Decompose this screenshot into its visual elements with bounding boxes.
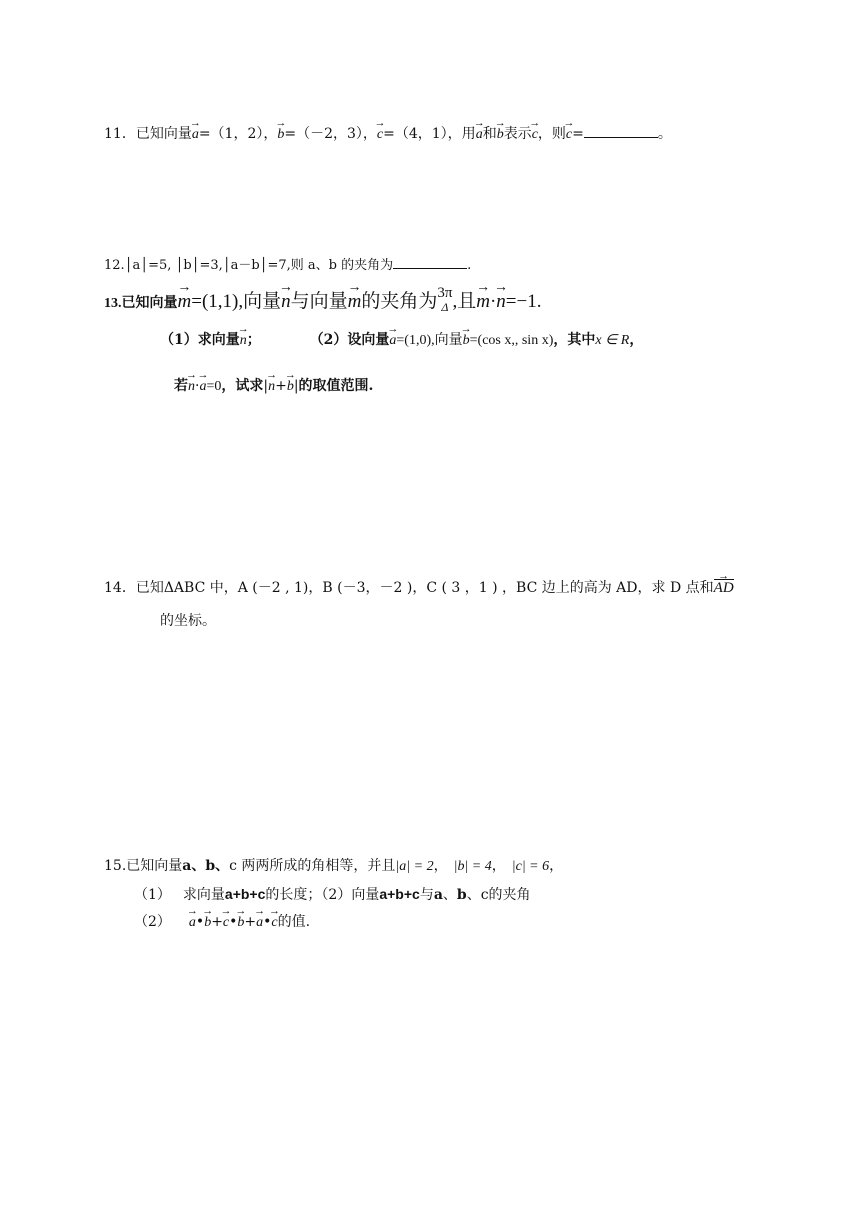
q15-sum: a+b+c: [379, 886, 420, 902]
dot-operator: ·: [489, 290, 497, 312]
q15-vectors-ab: a、b、: [182, 858, 230, 874]
part-2-comma: ，: [629, 332, 644, 348]
vector-ad-label: AD: [713, 580, 734, 596]
q13-text-5: =−1.: [505, 290, 542, 312]
q11-text-3: =（－2，3），: [284, 126, 377, 142]
separator: 、: [466, 887, 481, 903]
q13-parts: [160, 330, 643, 351]
question-14: [104, 578, 734, 598]
bullet-operator: •: [229, 914, 238, 930]
question-11: [104, 124, 672, 145]
vector-b: → b: [497, 125, 504, 145]
answer-blank: [584, 125, 658, 138]
q15-c: c: [480, 887, 489, 903]
q15-part-1-label: （1）: [134, 887, 171, 903]
q13-text-4: ,且: [452, 290, 477, 312]
q12-text: 12.│a│=5, │b│=3,│a－b│=7,则 a、b 的夹角为: [104, 258, 394, 273]
q15-text-1: 两两所成的角相等，并且: [236, 858, 396, 874]
q15-a: a: [433, 887, 443, 903]
fraction-denominator: Δ: [441, 300, 449, 314]
part-1-text: 求向量: [197, 332, 240, 348]
vector-c: → c: [566, 125, 572, 145]
vector-a: → a: [189, 913, 196, 933]
answer-blank: [393, 256, 467, 269]
q15-condition-a: |a| = 2: [395, 859, 434, 874]
separator: ，: [491, 858, 506, 874]
q11-text-8: =: [572, 126, 584, 142]
question-12: [104, 256, 471, 276]
dot-operator: ·: [195, 378, 200, 394]
part-2-label: （2）: [309, 332, 348, 348]
separator: 、: [442, 887, 457, 903]
vector-n: → n: [188, 377, 195, 397]
q15-condition-c: |c| = 6: [511, 859, 550, 874]
q15-with: 与: [419, 887, 434, 903]
vector-b: → b: [237, 913, 244, 933]
part-3-eq: =0: [206, 379, 222, 394]
separator: ，: [433, 858, 448, 874]
part-2-b-value: =(cos x,, sin x): [469, 333, 554, 348]
q15-part-2: [134, 912, 310, 933]
vector-ad: [714, 578, 734, 598]
q14-line-2-text: 的坐标。: [160, 613, 216, 629]
q11-text-4: =（4，1），用: [383, 126, 476, 142]
q15-part-1-end: 的夹角: [488, 887, 531, 903]
q13-part-3: [174, 376, 373, 397]
q13-m-value: =(1,1),向量: [191, 290, 282, 312]
q13-text-3: 的夹角为: [361, 290, 438, 312]
part-1-end: ；: [246, 332, 261, 348]
question-15: [104, 856, 563, 877]
vector-n: → n: [268, 377, 275, 397]
q13-text-2: 与向量: [290, 290, 348, 312]
vector-a: → a: [476, 125, 483, 145]
abs-open: |: [263, 378, 269, 394]
vector-m: → m: [178, 290, 192, 314]
vector-c: → c: [223, 913, 229, 933]
q11-text-5: 和: [482, 126, 497, 142]
q15-part-1-text: 求向量: [182, 887, 225, 903]
q15-b: b: [456, 887, 467, 903]
q14-text: 14．已知ΔABC 中，A (－2 , 1)，B (－3，－2 )，C ( 3 ，1 ) ，BC 边上的高为 AD，求 D 点和: [104, 580, 714, 596]
angle-fraction: [437, 286, 452, 313]
vector-b: → b: [287, 377, 294, 397]
plus-operator: +: [275, 378, 287, 394]
plus-operator: +: [244, 914, 257, 930]
fraction-numerator: 3π: [437, 285, 453, 301]
vector-c: → c: [271, 913, 277, 933]
vector-b: → b: [204, 913, 211, 933]
q14-line-2: [160, 611, 216, 631]
part-2-condition: x ∈ R: [595, 333, 630, 348]
q11-text-7: ，则: [537, 126, 566, 142]
bullet-operator: •: [263, 914, 272, 930]
q15-sum: a+b+c: [224, 886, 266, 902]
bullet-operator: •: [195, 914, 205, 930]
part-1-label: （1）: [160, 332, 198, 348]
part-2-a-value: =(1,0),向量: [396, 333, 463, 348]
q11-text-6: 表示: [503, 126, 532, 142]
q12-end: .: [467, 258, 472, 273]
vector-a: → a: [389, 331, 396, 351]
vector-a: → a: [256, 913, 263, 933]
part-3-if: 若: [174, 378, 188, 394]
vector-a: → a: [199, 377, 206, 397]
part-3-text: ，试求: [221, 378, 264, 394]
q13-head: 已知向量: [121, 295, 178, 311]
part-3-end: 的取值范围.: [298, 378, 374, 394]
q15-part-2-label: （2）: [134, 914, 171, 930]
vector-b: → b: [277, 125, 284, 145]
q11-text-1: 已知向量: [135, 126, 192, 142]
q15-part-2-end: 的值.: [277, 914, 311, 930]
vector-m: → m: [476, 290, 490, 314]
q15-part-1-mid: 的长度；（2）向量: [265, 887, 380, 903]
vector-n: → n: [240, 331, 247, 351]
q11-number: 11．: [104, 126, 136, 142]
vector-b: → b: [463, 331, 470, 351]
q15-head: 15.已知向量: [104, 858, 183, 874]
q11-text-2: =（1，2），: [198, 126, 278, 142]
vector-c: → c: [377, 125, 383, 145]
q15-end: ，: [549, 858, 564, 874]
part-2-where: ，其中: [553, 332, 596, 348]
part-2-text: 设向量: [347, 332, 390, 348]
q15-condition-b: |b| = 4: [453, 859, 492, 874]
q11-text-9: 。: [657, 126, 672, 142]
question-13: [104, 285, 542, 316]
vector-a: → a: [192, 125, 199, 145]
abs-close: |: [293, 378, 299, 394]
vector-n: → n: [281, 290, 291, 314]
vector-n: → n: [496, 290, 506, 314]
plus-operator: +: [211, 914, 223, 930]
vector-m: → m: [348, 290, 362, 314]
q15-vector-c: c: [229, 858, 237, 874]
vector-c: → c: [532, 125, 538, 145]
q13-number: 13.: [104, 295, 122, 311]
